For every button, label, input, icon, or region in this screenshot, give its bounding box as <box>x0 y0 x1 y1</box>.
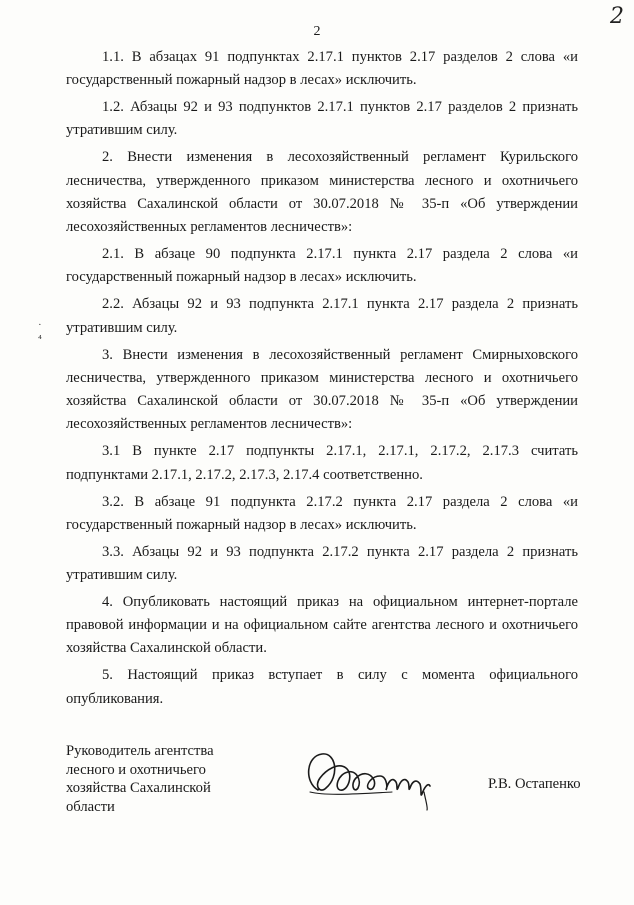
handwritten-page-mark: 2 <box>610 4 624 29</box>
paragraph-2: 2. Внести изменения в лесохозяйственный регламент Курильского лесничества, утвержденного приказом министерства лесного и охотничьего хозяйства Сахалинской области от 30.07.2018 № 35-п «Об утверждении лесохозяйственных регламентов лесничеств»: <box>66 149 578 236</box>
paragraph-2-1: 2.1. В абзаце 90 подпункта 2.17.1 пункта 2.17 раздела 2 слова «и государственный пожарный надзор в лесах» исключить. <box>66 246 578 286</box>
signature-block <box>66 742 586 842</box>
page-number: 2 <box>313 24 321 39</box>
signatory-title-line: области <box>66 798 115 815</box>
paragraph-3-3: 3.3. Абзацы 92 и 93 подпункта 2.17.2 пункта 2.17 раздела 2 признать утратившим силу. <box>66 543 578 583</box>
signatory-title-line: хозяйства Сахалинской <box>66 780 211 796</box>
signatory-name: Р.В. Остапенко <box>488 776 581 792</box>
paragraph-3-1: 3.1 В пункте 2.17 подпункты 2.17.1, 2.17.1, 2.17.2, 2.17.3 считать подпунктами 2.17.1, 2.17.2, 2.17.3, 2.17.4 соответственно. <box>66 443 578 483</box>
margin-marks <box>38 318 42 346</box>
paragraph-2-2: 2.2. Абзацы 92 и 93 подпункта 2.17.1 пункта 2.17 раздела 2 признать утратившим силу. <box>66 296 578 336</box>
signatory-title-line: лесного и охотничьего <box>66 761 206 778</box>
paragraph-3-2: 3.2. В абзаце 91 подпункта 2.17.2 пункта 2.17 раздела 2 слова «и государственный пожарный надзор в лесах» исключить. <box>66 493 578 533</box>
signatory-title-line: Руководитель агентства <box>66 743 214 759</box>
paragraph-4: 4. Опубликовать настоящий приказ на официальном интернет-портале правовой информации и на официальном сайте агентства лесного и охотничьего хозяйства Сахалинской области. <box>66 593 578 657</box>
handwritten-signature <box>296 742 456 812</box>
paragraph-5: 5. Настоящий приказ вступает в силу с момента официального опубликования. <box>66 667 578 707</box>
margin-tick-mark: ⁴ <box>38 333 42 345</box>
paragraph-3: 3. Внести изменения в лесохозяйственный регламент Смирныховского лесничества, утвержденного приказом министерства лесного и охотничьего хозяйства Сахалинской области от 30.07.2018 № 35-п «Об утверждении лесохозяйственных регламентов лесничеств»: <box>66 346 578 433</box>
paragraph-1-1: 1.1. В абзацах 91 подпунктах 2.17.1 пунктов 2.17 разделов 2 слова «и государственный пожарный надзор в лесах» исключить. <box>66 49 578 89</box>
signatory-title <box>66 742 214 816</box>
margin-dot-mark: · <box>38 319 42 331</box>
paragraph-1-2: 1.2. Абзацы 92 и 93 подпунктов 2.17.1 пунктов 2.17 разделов 2 признать утратившим силу. <box>66 99 578 139</box>
document-body <box>66 46 578 715</box>
